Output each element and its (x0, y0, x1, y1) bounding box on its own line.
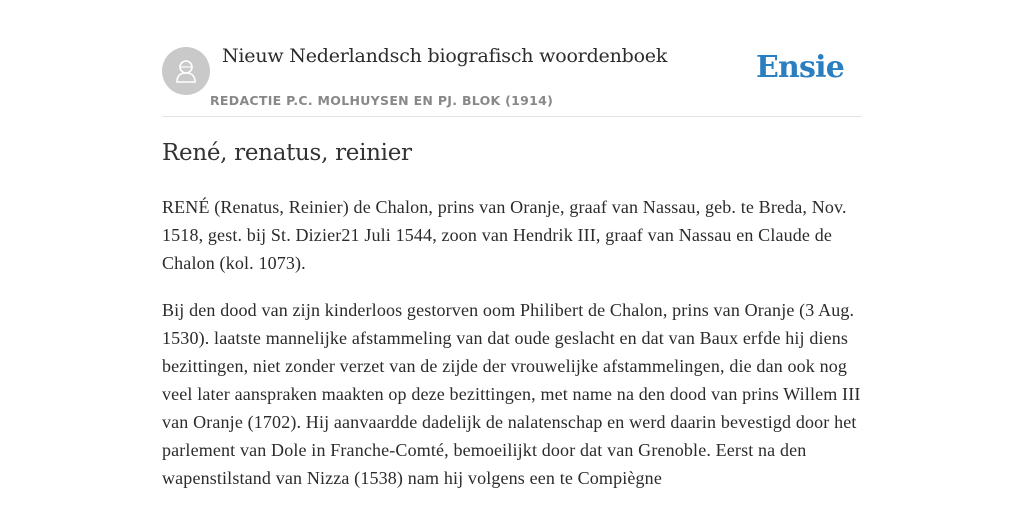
article-paragraph: RENÉ (Renatus, Reinier) de Chalon, prins van Oranje, graaf van Nassau, geb. te Breda, Nov. 1518, gest. bij St. Dizier21 Juli 1544, zoon van Hendrik III, graaf van Nassau en Claude de Chalon (kol. 1073). (162, 197, 847, 273)
entry-title: René, renatus, reinier (162, 140, 412, 166)
source-title[interactable]: Nieuw Nederlandsch biografisch woordenboek (222, 45, 668, 67)
source-editors: REDACTIE P.C. MOLHUYSEN EN PJ. BLOK (1914) (210, 93, 554, 108)
article-body (162, 193, 862, 511)
ensie-logo[interactable]: Ensie (755, 50, 844, 85)
user-icon (171, 56, 201, 86)
article-paragraph: Bij den dood van zijn kinderloos gestorven oom Philibert de Chalon, prins van Oranje (3 Aug. 1530). laatste mannelijke afstammeling van dat oude geslacht en dat van Baux erfde hij diens bezittingen, niet zonder verzet van de zijde der vrouwelijke afstammelingen, die dan ook nog veel later aanspraken maakten op deze bezittingen, met name na den dood van prins Willem III van Oranje (1702). Hij aanvaardde dadelijk de nalatenschap en werd daarin bevestigd door het parlement van Dole in Franche-Comté, bemoeilijkt door dat van Grenoble. Eerst na den wapenstilstand van Nizza (1538) nam hij volgens een te Compiègne (162, 300, 861, 488)
page-container (162, 0, 862, 488)
source-header (162, 0, 862, 117)
avatar[interactable] (162, 47, 210, 95)
